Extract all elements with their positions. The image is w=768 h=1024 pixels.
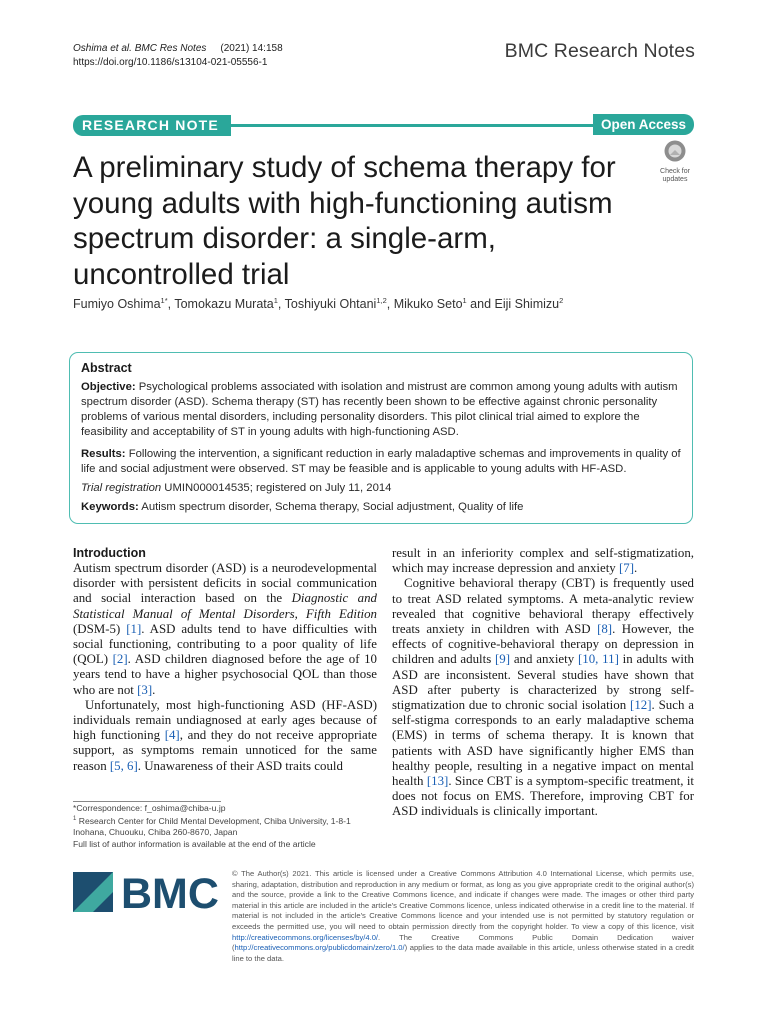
journal-name: BMC Research Notes	[504, 40, 695, 62]
body-column-right	[392, 546, 694, 820]
author-name: Tomokazu Murata	[174, 297, 274, 312]
abstract-keywords	[81, 500, 685, 515]
intro-paragraph-2: Unfortunately, most high-functioning ASD (HF-ASD) individuals remain undiagnosed at early ages because of high functioning [4], and they do not receive appropriate support, as symptoms remain unnoticed for the same reason [5, 6]. Unawareness of their ASD traits could	[73, 697, 377, 773]
body-column-left	[73, 561, 377, 774]
introduction-heading: Introduction	[73, 546, 146, 560]
reference-link[interactable]: [9]	[495, 652, 511, 667]
author-affiliation-marker: 1,2	[376, 296, 387, 305]
reference-link[interactable]: [4]	[164, 728, 180, 743]
abstract-results	[81, 447, 685, 477]
results-text: Following the intervention, a significant reduction in early maladaptive schemas and improvements in quality of life and social adjustment were observed. ST may be feasible and is applicable to young adults with HF-ASD.	[81, 448, 681, 475]
reference-link[interactable]: [5, 6]	[109, 758, 138, 773]
reference-link[interactable]: [12]	[630, 698, 652, 713]
objective-label: Objective:	[81, 381, 136, 393]
author-info-note: Full list of author information is available at the end of the article	[73, 838, 316, 849]
author-affiliation-marker: 1	[462, 296, 467, 305]
reference-link[interactable]: [13]	[426, 774, 449, 789]
author-list: Fumiyo Oshima$^{1*}$, Tomokazu Murata$^1$, Toshiyuki Ohtani$^{1,2}$, Mikuko Seto$^1$ and Eiji Shimizu$^2$	[73, 296, 564, 312]
reference-link[interactable]: [3]	[137, 682, 153, 697]
public-domain-link[interactable]: http://creativecommons.org/publicdomain/zero/1.0/	[234, 943, 405, 953]
reference-link[interactable]: [10, 11]	[577, 652, 619, 667]
license-statement: © The Author(s) 2021. This article is licensed under a Creative Commons Attribution 4.0 International License, which permits use, sharing, adaptation, distribution and reproduction in any medium or format, as long as you give appropriate credit to the original author(s) and the source, provide a link to the Creative Commons licence, and indicate if changes were made. The images or other third party material in this article are included in the article's Creative Commons licence, unless indicated otherwise in a credit line to the material. If material is not included in the article's Creative Commons licence and your intended use is not permitted by statutory regulation or exceeds the permitted use, you will need to obtain permission directly from the copyright holder. To view a copy of this licence, visit http://creativecommons.org/licenses/by/4.0/. The Creative Commons Public Domain Dedication waiver (http://creativecommons.org/publicdomain/zero/1.0/) applies to the data made available in this article, unless otherwise stated in a credit line to the data.	[232, 869, 694, 963]
keywords-label: Keywords:	[81, 501, 139, 513]
intro-paragraph-4: Cognitive behavioral therapy (CBT) is frequently used to treat ASD related symptoms. A meta-analytic review revealed that cognitive behavioral therapy effectively treats anxiety in children with ASD [8]. However, the effects of cognitive-behavioral therapy on depression in children and adults [9] and anxiety [10, 11] in adults with ASD are inconsistent. Several studies have shown that ASD after puberty is characterized by strong self-stigmatization due to chronic social isolation [12]. Such a self-stigma corresponds to an early maladaptive schema (EMS) in terms of schema therapy. It is known that patients with ASD have significantly higher EMS than healthy people, resulting in a negative impact on mental health [13]. Since CBT is a symptom-specific treatment, it does not focus on EMS. Therefore, improving CBT for ASD individuals is clinically important.	[392, 576, 694, 819]
author-affiliation-marker: 1*	[160, 296, 168, 305]
author-name: Toshiyuki Ohtani	[284, 297, 377, 312]
author-affiliation-marker: 1	[273, 296, 278, 305]
doi-link[interactable]: https://doi.org/10.1186/s13104-021-05556-1	[73, 57, 268, 68]
svg-text:BMC: BMC	[121, 870, 218, 918]
footnotes	[73, 803, 373, 850]
check-updates-text: Check for updates	[660, 168, 690, 183]
keywords-text: Autism spectrum disorder, Schema therapy, Social adjustment, Quality of life	[141, 501, 524, 513]
results-label: Results:	[81, 448, 126, 460]
article-type-label: RESEARCH NOTE	[73, 115, 231, 136]
reference-link[interactable]: [2]	[112, 652, 128, 667]
citation-year: (2021) 14:158	[220, 43, 283, 54]
author-name: Mikuko Seto	[393, 297, 463, 312]
abstract-trial-registration	[81, 481, 685, 496]
intro-paragraph-3: result in an inferiority complex and self-stigmatization, which may increase depression and anxiety [7].	[392, 546, 694, 576]
reference-link[interactable]: [7]	[618, 561, 634, 576]
correspondence-note: *Correspondence: f_oshima@chiba-u.jp	[73, 803, 226, 813]
author-name: Fumiyo Oshima	[73, 297, 161, 312]
author-affiliation-marker: 2	[559, 296, 564, 305]
license-link[interactable]: http://creativecommons.org/licenses/by/4.0/	[232, 932, 379, 942]
open-access-badge: Open Access	[593, 114, 694, 135]
intro-paragraph-1: Autism spectrum disorder (ASD) is a neurodevelopmental disorder with persistent deficits in social communication and social interaction based on the Diagnostic and Statistical Manual of Mental Disorders, Fifth Edition (DSM-5) [1]. ASD adults tend to have difficulties with social functioning, contributing to a poor quality of life (QOL) [2]. ASD children diagnosed before the age of 10 years tend to have a higher psychosocial QOL than those who are not [3].	[73, 561, 378, 697]
abstract-objective	[81, 380, 685, 440]
citation-header	[73, 42, 283, 70]
trial-text: UMIN000014535; registered on July 11, 2014	[164, 482, 392, 494]
bmc-logo-mark	[73, 870, 218, 920]
bmc-logo	[73, 870, 218, 920]
banner-rule	[231, 124, 593, 127]
article-title: A preliminary study of schema therapy for young adults with high-functioning autism spectrum disorder: a single-arm, uncontrolled trial	[73, 151, 616, 291]
reference-link[interactable]: [1]	[126, 621, 142, 636]
objective-text: Psychological problems associated with isolation and mistrust are common among young adults with autism spectrum disorder (ASD). Schema therapy (ST) has recently been shown to be effective against chronic personality problems of various mental disorders, including personality disorders. This pilot clinical trial aimed to explore the feasibility and acceptability of ST in young adults with high-functioning ASD.	[81, 381, 678, 438]
affiliation-note: $^1$ Research Center for Child Mental Development, Chiba University, 1-8-1 Inohana, Chuouku, Chiba 260-8670, Japan	[73, 816, 351, 838]
check-updates-icon	[664, 140, 686, 162]
check-for-updates-badge[interactable]	[652, 140, 698, 182]
reference-link[interactable]: [8]	[597, 622, 613, 637]
footnote-rule	[73, 801, 221, 802]
trial-label: Trial registration	[81, 482, 162, 494]
author-name: Eiji Shimizu	[494, 297, 560, 312]
citation-journal: Oshima et al. BMC Res Notes	[73, 43, 207, 54]
abstract-heading: Abstract	[81, 361, 132, 375]
